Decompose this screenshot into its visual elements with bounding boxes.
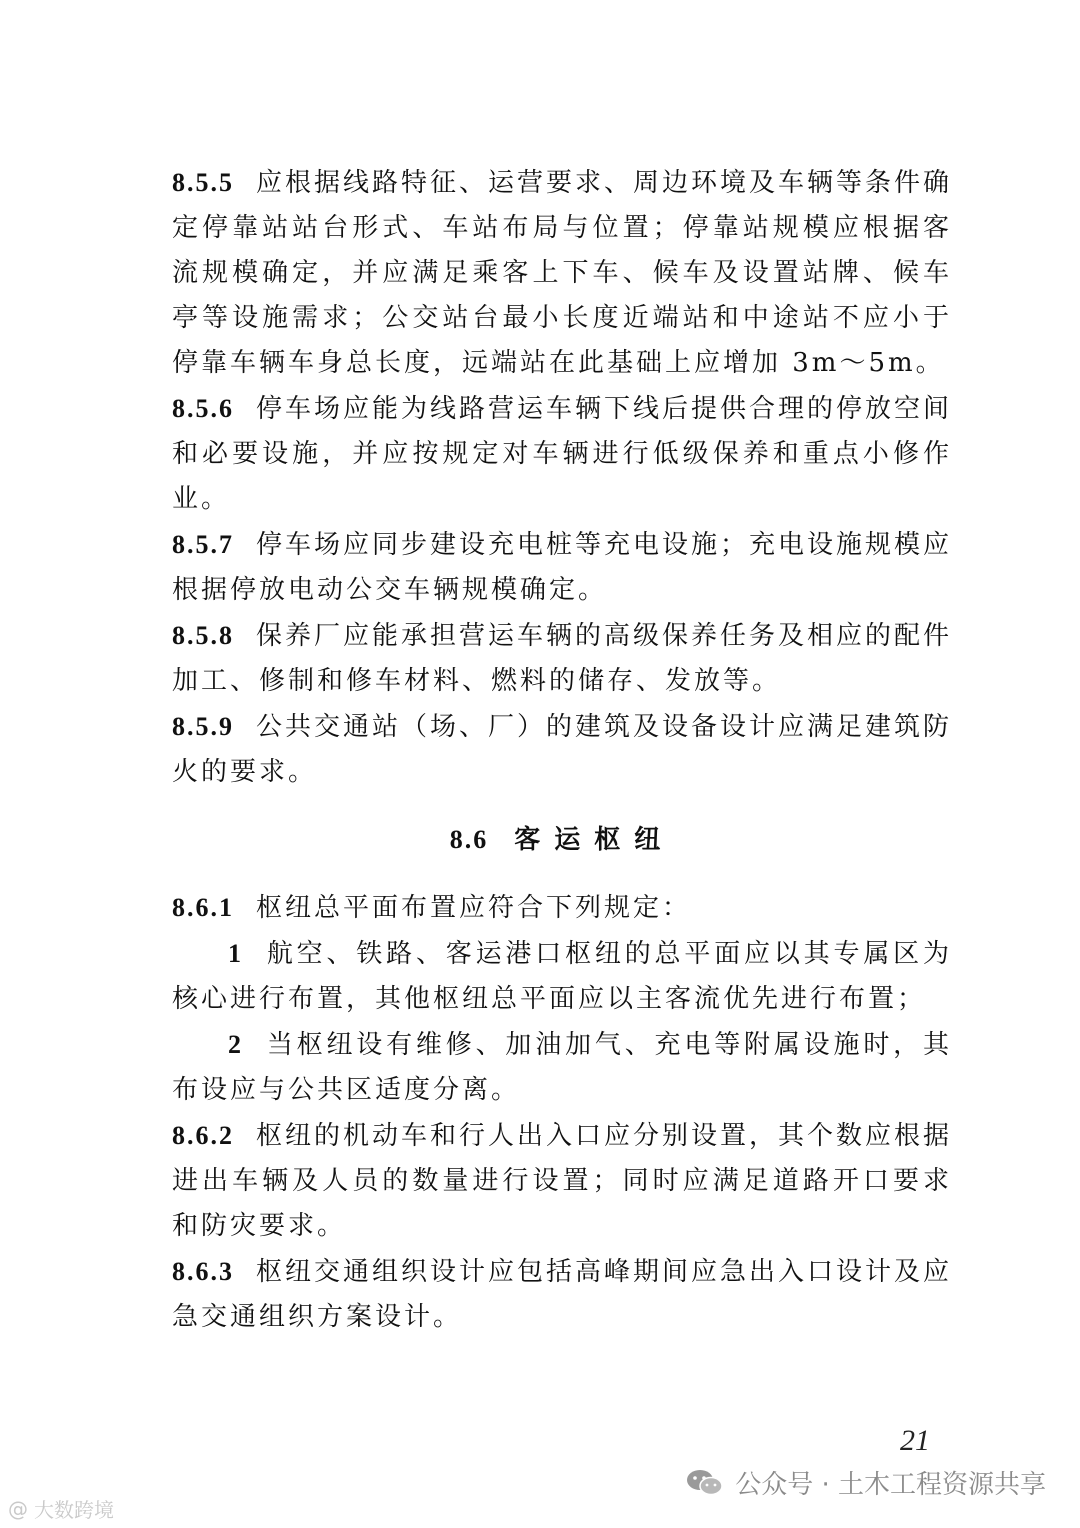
clause-text: 保养厂应能承担营运车辆的高级保养任务及相应的配件加工、修制和修车材料、燃料的储存、发放等。 xyxy=(172,621,953,696)
clause-number: 8.5.5 xyxy=(172,168,234,197)
clause-number: 8.6.2 xyxy=(172,1121,234,1150)
clause-number: 8.5.6 xyxy=(172,394,234,423)
clause-number: 8.5.7 xyxy=(172,530,234,559)
clause-number: 8.5.8 xyxy=(172,621,234,650)
clause-8-5-9 xyxy=(172,704,952,795)
list-item-2 xyxy=(172,1022,952,1113)
clause-text: 枢纽交通组织设计应包括高峰期间应急出入口设计及应急交通组织方案设计。 xyxy=(172,1257,953,1332)
item-text: 当枢纽设有维修、加油加气、充电等附属设施时，其布设应与公共区适度分离。 xyxy=(172,1030,952,1105)
wechat-account-text: 公众号 · 土木工程资源共享 xyxy=(735,1470,1046,1500)
clause-number: 8.6.1 xyxy=(172,893,234,922)
page-body xyxy=(172,160,952,1340)
at-mark: @ xyxy=(8,1496,28,1521)
clause-text: 停车场应能为线路营运车辆下线后提供合理的停放空间和必要设施，并应按规定对车辆进行低级保养和重点小修作业。 xyxy=(172,394,953,514)
clause-8-5-7 xyxy=(172,522,952,613)
wechat-watermark xyxy=(685,1464,1046,1501)
clause-8-6-1 xyxy=(172,885,952,931)
clause-text: 应根据线路特征、运营要求、周边环境及车辆等条件确定停靠站站台形式、车站布局与位置；停靠站规模应根据客流规模确定，并应满足乘客上下车、候车及设置站牌、候车亭等设施需求；公交站台最小长度近端站和中途站不应小于停靠车辆车身总长度，远端站在此基础上应增加 3m～5m。 xyxy=(172,168,953,378)
clause-8-6-3 xyxy=(172,1249,952,1340)
clause-text: 枢纽的机动车和行人出入口应分别设置，其个数应根据进出车辆及人员的数量进行设置；同时应满足道路开口要求和防灾要求。 xyxy=(172,1121,953,1241)
section-heading xyxy=(172,817,952,863)
clause-8-5-8 xyxy=(172,613,952,704)
clause-8-5-5 xyxy=(172,160,952,386)
section-title: 客运枢纽 xyxy=(514,825,675,855)
list-item-1 xyxy=(172,931,952,1022)
clause-text: 停车场应同步建设充电桩等充电设施；充电设施规模应根据停放电动公交车辆规模确定。 xyxy=(172,530,953,605)
clause-number: 8.5.9 xyxy=(172,712,234,741)
clause-text: 枢纽总平面布置应符合下列规定： xyxy=(256,893,692,923)
clause-8-6-2 xyxy=(172,1113,952,1249)
page-number: 21 xyxy=(900,1424,930,1457)
platform-watermark xyxy=(8,1494,114,1523)
clause-number: 8.6.3 xyxy=(172,1257,234,1286)
wechat-icon xyxy=(685,1468,725,1498)
clause-text: 公共交通站（场、厂）的建筑及设备设计应满足建筑防火的要求。 xyxy=(172,712,953,787)
item-number: 2 xyxy=(228,1030,244,1059)
clause-8-5-6 xyxy=(172,386,952,522)
section-number: 8.6 xyxy=(449,825,489,854)
item-number: 1 xyxy=(228,939,244,968)
item-text: 航空、铁路、客运港口枢纽的总平面应以其专属区为核心进行布置，其他枢纽总平面应以主客流优先进行布置； xyxy=(172,939,952,1014)
wechat-icon-svg xyxy=(685,1468,725,1498)
platform-text: 大数跨境 xyxy=(34,1498,114,1522)
